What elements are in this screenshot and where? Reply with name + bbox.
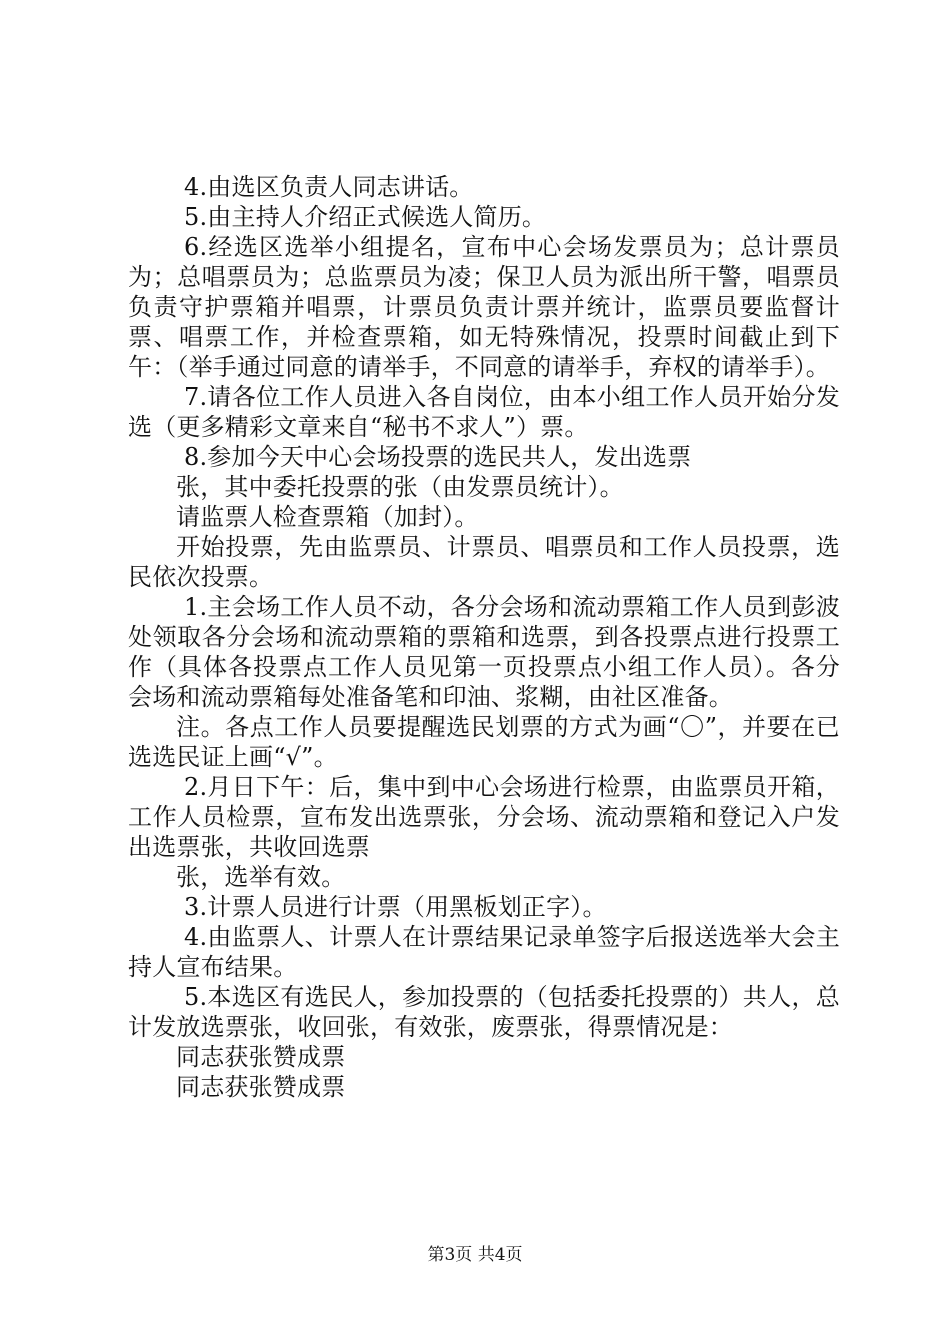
paragraph: 注。各点工作人员要提醒选民划票的方式为画“〇”，并要在已选选民证上画“√”。	[128, 713, 840, 771]
paragraph: 3.计票人员进行计票（用黑板划正字）。	[184, 893, 607, 921]
paragraph: 8.参加今天中心会场投票的选民共人，发出选票	[184, 443, 692, 471]
paragraph: 张，其中委托投票的张（由发票员统计）。	[176, 473, 624, 501]
paragraph: 1.主会场工作人员不动，各分会场和流动票箱工作人员到彭波处领取各分会场和流动票箱的票箱和选票，到各投票点进行投票工作（具体各投票点工作人员见第一页投票点小组工作人员）。各分会场和流动票箱每处准备笔和印油、浆糊，由社区准备。	[128, 593, 840, 711]
paragraph: 同志获张赞成票	[176, 1043, 346, 1071]
page-footer	[0, 1245, 950, 1265]
paragraph: 张，选举有效。	[176, 863, 346, 891]
paragraph: 5.由主持人介绍正式候选人简历。	[184, 203, 547, 231]
paragraph: 请监票人检查票箱（加封）。	[176, 503, 479, 531]
paragraph: 开始投票，先由监票员、计票员、唱票员和工作人员投票，选民依次投票。	[128, 533, 840, 591]
paragraph: 同志获张赞成票	[176, 1073, 346, 1101]
paragraph: 4.由监票人、计票人在计票结果记录单签字后报送选举大会主持人宣布结果。	[128, 923, 840, 981]
paragraph: 2.月日下午：后，集中到中心会场进行检票，由监票员开箱，工作人员检票，宣布发出选票张，分会场、流动票箱和登记入户发出选票张，共收回选票	[128, 773, 840, 861]
paragraph: 4.由选区负责人同志讲话。	[184, 173, 474, 201]
paragraph: 7.请各位工作人员进入各自岗位，由本小组工作人员开始分发选（更多精彩文章来自“秘书不求人”）票。	[128, 383, 840, 441]
paragraph: 5.本选区有选民人，参加投票的（包括委托投票的）共人，总计发放选票张，收回张，有效张，废票张，得票情况是：	[128, 983, 840, 1041]
paragraph: 6.经选区选举小组提名，宣布中心会场发票员为；总计票员为；总唱票员为；总监票员为凌；保卫人员为派出所干警，唱票员负责守护票箱并唱票，计票员负责计票并统计，监票员要监督计票、唱票工作，并检查票箱，如无特殊情况，投票时间截止到下午：（举手通过同意的请举手，不同意的请举手，弃权的请举手）。	[128, 233, 840, 381]
page-number-label: 第3页 共4页	[427, 1245, 523, 1265]
document-body	[128, 172, 840, 1102]
